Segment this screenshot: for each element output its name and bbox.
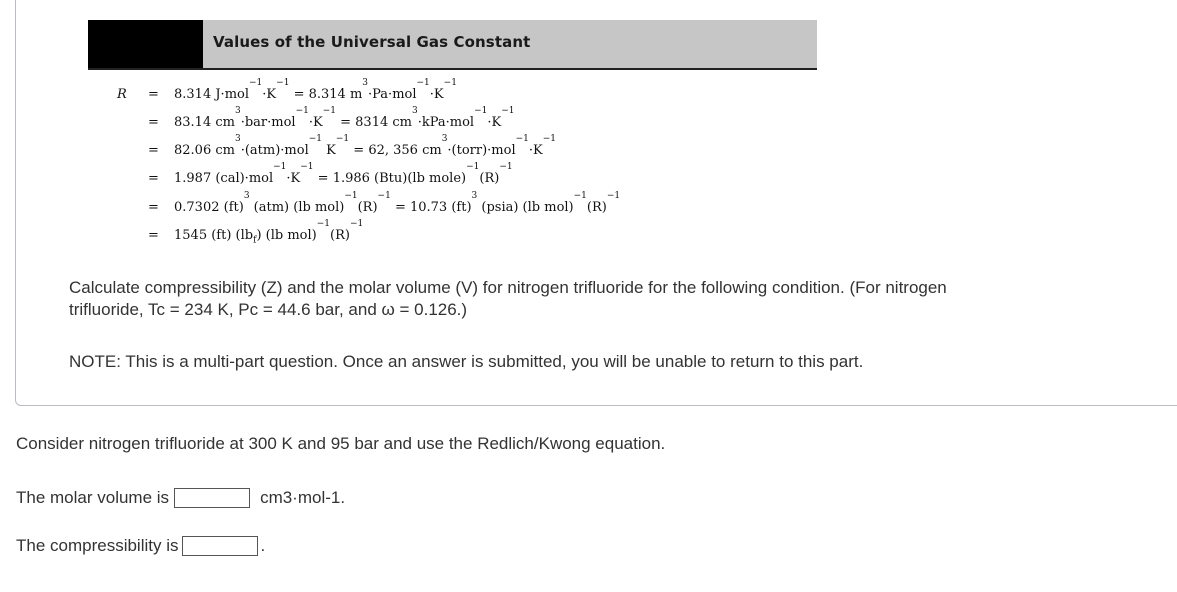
equals-sign: = bbox=[148, 115, 159, 130]
molar-volume-unit: cm3·mol-1. bbox=[260, 488, 346, 507]
gas-constant-row-1: 8.314 $J\cdot mol^{-1}\cdot K^{-1} = 8.314$ $m^3\cdot Pa\cdot mol^{-1}\cdot K^{-1}$ bbox=[174, 78, 457, 102]
equals-sign: = bbox=[148, 200, 159, 215]
molar-volume-input[interactable] bbox=[174, 488, 250, 508]
compressibility-row bbox=[16, 535, 265, 557]
gas-constant-row-5: 0.7302 (ft)$^3$ (atm) (lb $mol)^{-1}(R)^{-1} = 10.73$ (ft)$^3$ (psia) (lb $mol)^{-1}(R)^{-1}$ bbox=[174, 191, 621, 215]
question-text bbox=[69, 277, 1129, 321]
question-line-1: Calculate compressibility (Z) and the molar volume (V) for nitrogen trifluoride for the following condition. (For nitrogen bbox=[69, 278, 947, 297]
compressibility-label: The compressibility is bbox=[16, 536, 179, 555]
gas-constant-symbol: R bbox=[117, 87, 127, 102]
compressibility-suffix: . bbox=[260, 536, 266, 555]
gas-constant-row-3: 82.06 $cm^3\cdot(atm)\cdot mol^{-1}$ $K^{-1} = 62$, 356 $cm^3\cdot(torr)\cdot mol^{-1}\cdot K^{-1}$ bbox=[174, 134, 557, 158]
molar-volume-row bbox=[16, 487, 345, 509]
equals-sign: = bbox=[148, 143, 159, 158]
note-text: NOTE: This is a multi-part question. Once an answer is submitted, you will be unable to return to this part. bbox=[69, 352, 864, 371]
molar-volume-label: The molar volume is bbox=[16, 488, 170, 507]
table-header bbox=[88, 20, 817, 68]
table-header-rule bbox=[88, 68, 817, 70]
gas-constant-row-6: 1545 (ft) $(lb_f)$ (lb $mol)^{-1}(R)^{-1}$ bbox=[174, 219, 364, 246]
gas-constant-row-2: 83.14 $cm^3\cdot bar\cdot mol^{-1}\cdot K^{-1} = 8314$ $cm^3\cdot kPa\cdot mol^{-1}\cdot K^{-1}$ bbox=[174, 106, 515, 130]
table-title: Values of the Universal Gas Constant bbox=[213, 33, 531, 51]
equals-sign: = bbox=[148, 171, 159, 186]
equals-sign: = bbox=[148, 228, 159, 243]
question-line-2: trifluoride, Tc = 234 K, Pc = 44.6 bar, and ω = 0.126.) bbox=[69, 300, 468, 319]
consider-text: Consider nitrogen trifluoride at 300 K and 95 bar and use the Redlich/Kwong equation. bbox=[16, 434, 666, 453]
gas-constant-row-4: 1.987 $(cal)\cdot mol^{-1}\cdot K^{-1} = 1.986$ (Btu)(lb $mole)^{-1}(R)^{-1}$ bbox=[174, 162, 513, 186]
equals-sign: = bbox=[148, 87, 159, 102]
header-black-cell bbox=[88, 20, 203, 68]
compressibility-input[interactable] bbox=[182, 536, 258, 556]
